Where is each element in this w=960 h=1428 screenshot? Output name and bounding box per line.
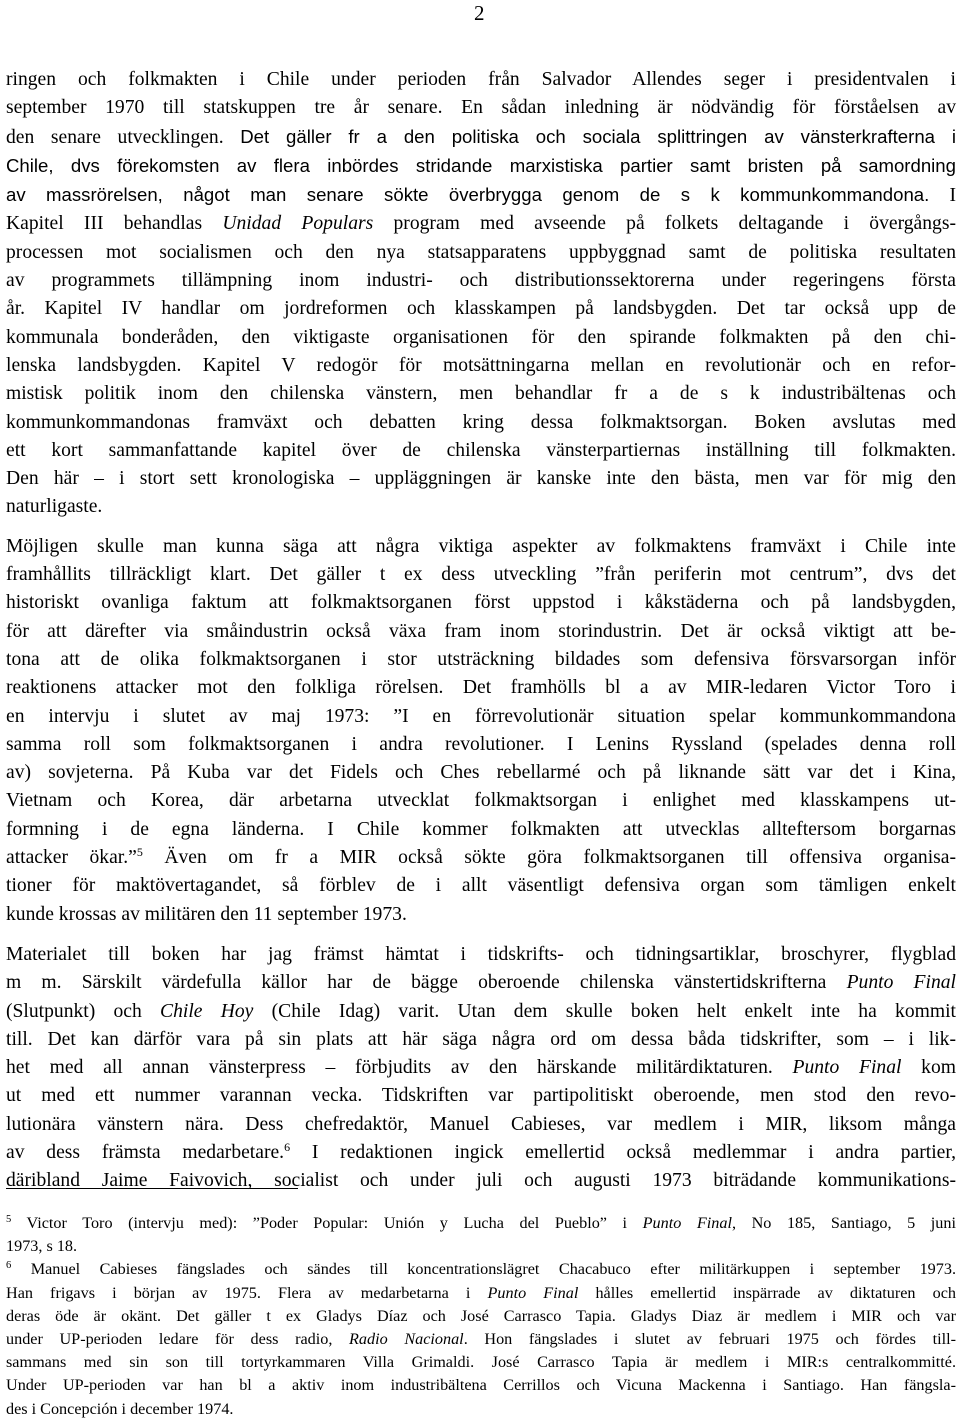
text-segment: reaktionens attacker mot den folkliga rörelsen. Det framhölls bl a av MIR-ledaren Victor Toro i	[6, 677, 956, 699]
page-number: 2	[474, 1, 485, 25]
text-segment: deras öde är okänt. Det gäller t ex Gladys Díaz och José Carrasco Tapia. Gladys Diaz är medlem i MIR och var	[6, 1306, 956, 1325]
text-line	[6, 1305, 956, 1328]
text-line	[6, 1212, 956, 1235]
text-segment: Den här – i stort sett kronologiska – uppläggningen är kanske inte den bästa, men var för mig den	[6, 468, 956, 490]
text-segment: år. Kapitel IV handlar om jordreformen och klasskampen på landsbygden. Det tar också upp de	[6, 298, 956, 320]
text-segment: kunde krossas av militären den 11 september 1973.	[6, 903, 407, 925]
text-line	[6, 493, 956, 521]
footnote	[6, 1212, 956, 1258]
text-line	[6, 816, 956, 844]
italic-text: Punto Final	[846, 972, 956, 994]
text-line	[6, 210, 956, 238]
text-line	[6, 872, 956, 900]
text-line	[6, 1167, 956, 1195]
text-segment: program med avseende på folkets deltagande i övergångs-	[373, 213, 956, 235]
text-segment: I	[929, 185, 956, 207]
text-line	[6, 844, 956, 872]
text-segment: des i Concepción i december 1974.	[6, 1399, 234, 1418]
text-line	[6, 267, 956, 295]
text-line	[6, 969, 956, 997]
text-segment: Möjligen skulle man kunna säga att några viktiga aspekter av folkmaktens framväxt i Chile inte	[6, 535, 956, 557]
text-segment: kommunkommandonas framväxt och debatten kring dessa folkmaktsorgan. Boken avslutas med	[6, 411, 956, 433]
text-line	[6, 589, 956, 617]
paragraph	[6, 533, 956, 929]
footnote-marker: 6	[6, 1260, 12, 1272]
text-segment: tioner för maktövertagandet, så förblev de i allt väsentligt defensiva organ som tämligen enkelt	[6, 875, 956, 897]
text-line	[6, 618, 956, 646]
italic-text: Punto Final	[792, 1057, 902, 1079]
text-segment: under UP-perioden ledare för dess radio,	[6, 1330, 350, 1349]
text-segment: Även om fr a MIR också sökte göra folkmaktsorganen till offensiva organisa-	[142, 847, 956, 869]
text-line	[6, 1139, 956, 1167]
text-segment: mistisk politik inom den chilenska vänstern, men behandlar fr a de s k industribältenas och	[6, 383, 956, 405]
text-segment: Under UP-perioden var han bl a aktiv inom industribältena Cerrillos och Vicuna Mackenna i Santiago. Han fängsla-	[6, 1376, 956, 1395]
text-segment: den senare utvecklingen.	[6, 126, 241, 148]
text-segment: kom	[901, 1057, 956, 1079]
text-segment: het med all annan vänsterpress – förbjudits av den härskande militärdiktaturen.	[6, 1057, 793, 1079]
text-segment: historiskt ovanliga faktum att folkmaktsorganen först uppstod i kåkstäderna och på landsbygden,	[6, 592, 956, 614]
text-line	[6, 1082, 956, 1110]
text-segment: för att därefter via småindustrin också växa fram inom storindustrin. Det är också viktigt att be-	[6, 620, 956, 642]
text-segment: Kapitel III behandlas	[6, 213, 223, 235]
text-segment: processen mot socialismen och den nya statsapparatens uppbyggnad samt de politiska resultaten	[6, 241, 956, 263]
text-line	[6, 239, 956, 267]
text-line	[6, 1328, 956, 1351]
text-line	[6, 1111, 956, 1139]
text-line	[6, 998, 956, 1026]
text-line	[6, 1398, 956, 1421]
text-line	[6, 561, 956, 589]
text-segment: attacker ökar.”	[6, 847, 137, 869]
text-segment: ringen och folkmakten i Chile under perioden från Salvador Allendes seger i presidentvalen i	[6, 69, 956, 90]
text-segment: m m. Särskilt värdefulla källor har de bägge oberoende chilenska vänstertidskrifterna	[6, 972, 847, 994]
text-line	[6, 901, 956, 929]
italic-text: Unidad Populars	[222, 213, 374, 235]
text-line	[6, 533, 956, 561]
footnote-separator	[6, 1188, 298, 1189]
text-segment: en intervju i slutet av maj 1973: ”I en förrevolutionär situation spelar kommunkommandona	[6, 705, 956, 727]
text-segment: 1973, s 18.	[6, 1237, 78, 1256]
footnote-marker: 5	[136, 845, 143, 860]
text-segment: hålles emellertid inspärrade av diktaturen och	[578, 1283, 956, 1302]
text-line	[6, 1054, 956, 1082]
text-segment: Materialet till boken har jag främst hämtat i tidskrifts- och tidningsartiklar, broschyrer, flygblad	[6, 943, 956, 965]
text-segment: Victor Toro (intervju med): ”Poder Popular: Unión y Lucha del Pueblo” i	[11, 1214, 643, 1232]
text-segment: ut med ett nummer varannan vecka. Tidskriften var partipolitiskt oberoende, men stod den revo-	[6, 1085, 956, 1107]
text-segment: av) sovjeterna. På Kuba var det Fidels och Ches rebellarmé och på liknande sätt var det i Kina,	[6, 762, 956, 784]
text-segment: , No 185, Santiago, 5 juni	[731, 1214, 956, 1232]
sans-text: Chile, dvs förekomsten av flera inbördes stridande marxistiska partier samt bristen på samordning	[6, 154, 956, 176]
text-line	[6, 674, 956, 702]
text-segment: Han frigavs i början av 1975. Flera av medarbetarna i	[6, 1283, 488, 1302]
text-line	[6, 352, 956, 380]
text-line	[6, 295, 956, 323]
footnote	[6, 1258, 956, 1420]
footnotes	[6, 1212, 956, 1421]
text-segment: I redaktionen ingick emellertid också medlemmar i andra partier,	[290, 1141, 956, 1163]
text-segment: september 1970 till statskuppen tre år senare. En sådan inledning är nödvändig för förståelsen av	[6, 97, 956, 119]
italic-text: Radio Nacional	[349, 1330, 464, 1349]
text-segment: framhållits tillräckligt klart. Det gäller t ex dess utveckling ”från periferin mot centrum”, dvs det	[6, 564, 956, 586]
text-line	[6, 324, 956, 352]
text-line	[6, 731, 956, 759]
text-segment: formning i de egna länderna. I Chile kommer folkmakten att utvecklas allteftersom borgarnas	[6, 818, 956, 840]
text-line	[6, 1374, 956, 1397]
body-text	[6, 66, 956, 1196]
text-line	[6, 703, 956, 731]
text-segment: kommunala bonderåden, den viktigaste organisationen för den spirande folkmakten på den chi-	[6, 326, 956, 348]
text-line	[6, 1351, 956, 1374]
text-line	[6, 123, 956, 152]
text-line	[6, 1282, 956, 1305]
text-line	[6, 1026, 956, 1054]
sans-text: av massrörelsen, något man senare sökte överbrygga genom de s k kommunkommandona.	[6, 184, 930, 206]
text-segment: Vietnam och Korea, där arbetarna utvecklat folkmaktsorgan i enlighet med klasskampens ut-	[6, 790, 956, 812]
footnote-marker: 5	[6, 1214, 12, 1225]
text-line	[6, 465, 956, 493]
text-line	[6, 409, 956, 437]
sans-text: Det gäller fr a den politiska och sociala splittringen av vänsterkrafterna i	[240, 125, 956, 147]
footnote-marker: 6	[284, 1139, 291, 1154]
text-segment: lenska landsbygden. Kapitel V redogör för motsättningarna mellan en revolutionär och en refor-	[6, 354, 956, 376]
text-line	[6, 94, 956, 122]
paragraph	[6, 941, 956, 1196]
text-line	[6, 1235, 956, 1258]
paragraph	[6, 66, 956, 522]
italic-text: Punto Final	[642, 1214, 732, 1232]
text-line	[6, 941, 956, 969]
text-segment: samma roll som folkmaktsorganen i andra revolutioner. I Lenins Ryssland (spelades denna roll	[6, 733, 956, 755]
text-segment: tona att de olika folkmaktsorganen i stor utsträckning bildades som defensiva försvarsorgan inför	[6, 648, 956, 670]
text-line	[6, 380, 956, 408]
text-segment: av programmets tillämpning inom industri- och distributionssektorerna under regeringens första	[6, 270, 956, 292]
text-segment: Manuel Cabieses fängslades och sändes till koncentrationslägret Chacabuco efter militärkuppen i september 1973.	[11, 1260, 956, 1279]
text-line	[6, 759, 956, 787]
text-line	[6, 181, 956, 210]
text-segment: av dess främsta medarbetare.	[6, 1141, 285, 1163]
text-segment: (Slutpunkt) och	[6, 1000, 161, 1022]
text-line	[6, 66, 956, 94]
text-line	[6, 1258, 956, 1281]
text-line	[6, 646, 956, 674]
text-segment: . Hon fängslades i slutet av februari 1975 och fördes till-	[463, 1330, 956, 1349]
text-segment: lutionära vänstern nära. Dess chefredaktör, Manuel Cabieses, var medlem i MIR, liksom många	[6, 1113, 956, 1135]
text-segment: ett kort sammanfattande kapitel över de chilenska vänsterpartiernas inställning till folkmakten.	[6, 439, 956, 461]
text-segment: (Chile Idag) varit. Utan dem skulle boken helt enkelt inte ha kommit	[253, 1000, 956, 1022]
text-line	[6, 152, 956, 181]
text-line	[6, 787, 956, 815]
text-line	[6, 437, 956, 465]
italic-text: Chile Hoy	[160, 1000, 254, 1022]
text-segment: naturligaste.	[6, 496, 103, 518]
italic-text: Punto Final	[487, 1283, 579, 1302]
text-segment: till. Det kan därför vara på sin plats att här säga några ord om dessa båda tidskrifter, som – i lik-	[6, 1028, 956, 1050]
text-segment: sammans med sin son till tortyrkammaren Villa Grimaldi. José Carrasco Tapia är medlem i MIR:s centralkommitté.	[6, 1353, 956, 1372]
text-segment: däribland Jaime Faivovich, socialist och under juli och augusti 1973 biträdande kommunikations-	[6, 1170, 956, 1192]
